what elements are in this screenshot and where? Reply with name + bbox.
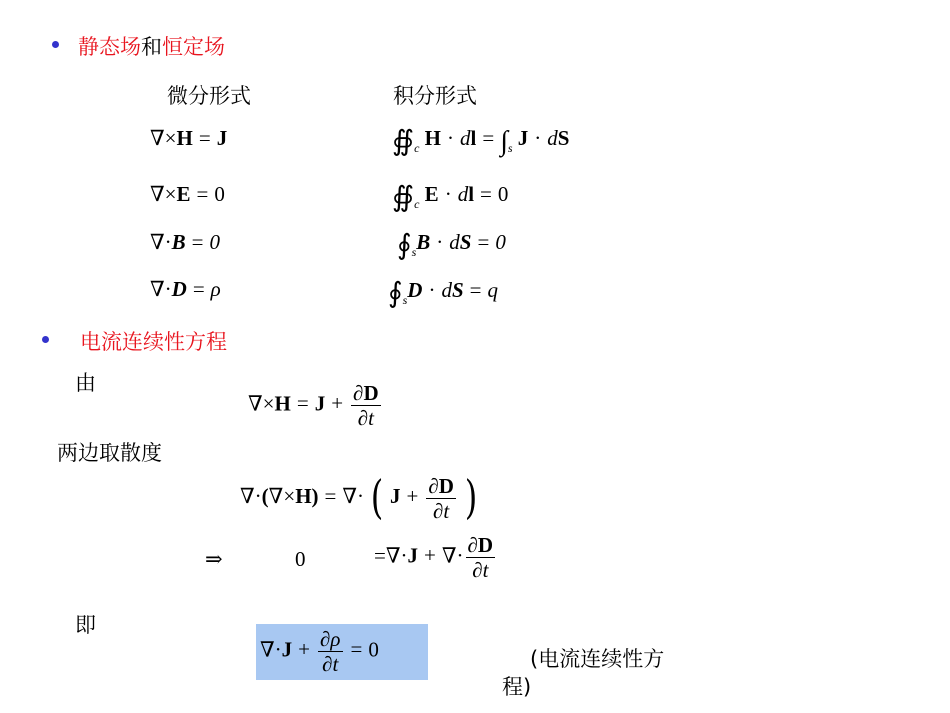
eq-ampere: ∇×H = J + $\frac{\partial D}{\partial t}$ xyxy=(248,381,379,430)
word-ji: 即 xyxy=(75,613,96,637)
eq-int-row-2: $∯_c$ E · dl = 0 xyxy=(392,182,509,213)
word-both-sides: 两边取散度 xyxy=(57,441,162,465)
eq-continuity: ∇·J + $\frac{\partial\rho}{\partial t}$ = 0 xyxy=(260,627,379,676)
implies-symbol: ⇒ xyxy=(205,547,223,571)
zero-value: 0 xyxy=(295,547,306,571)
eq-diff-row-1: ∇×H = J xyxy=(150,126,228,150)
eq-int-row-3: $∮_sB$ · dS = 0 xyxy=(397,230,506,261)
column-integral: 积分形式 xyxy=(393,84,477,108)
heading-and: 和 xyxy=(141,35,162,59)
eq-diff-row-4: ∇·D = ρ xyxy=(150,277,221,301)
eq-int-row-4: $∮_sD$ · dS = q xyxy=(388,278,498,309)
eq-int-row-1: $∯_c$ H · dl = $\int_s$ J · dS xyxy=(392,126,570,157)
heading-part1: 静态场 xyxy=(78,35,141,59)
note-line-2: 程) xyxy=(502,675,532,699)
bullet-1 xyxy=(52,41,59,48)
bullet-2 xyxy=(42,336,49,343)
eq-diff-row-2: ∇×E = 0 xyxy=(150,182,225,206)
note-line-1: (电流连续性方 xyxy=(530,647,665,671)
heading-static-steady xyxy=(78,31,225,61)
eq-diff-row-3: ∇·B = 0 xyxy=(150,230,221,254)
eq-divergence: ∇·(∇×H) = ∇· ( J + $\frac{\partial D}{\partial t}$ ) xyxy=(240,470,478,524)
word-you: 由 xyxy=(75,371,96,395)
column-differential: 微分形式 xyxy=(167,84,251,108)
eq-implied: =∇·J + ∇· $\frac{\partial D}{\partial t}$ xyxy=(374,533,494,582)
heading-continuity: 电流连续性方程 xyxy=(80,330,227,354)
heading-part2: 恒定场 xyxy=(162,35,225,59)
